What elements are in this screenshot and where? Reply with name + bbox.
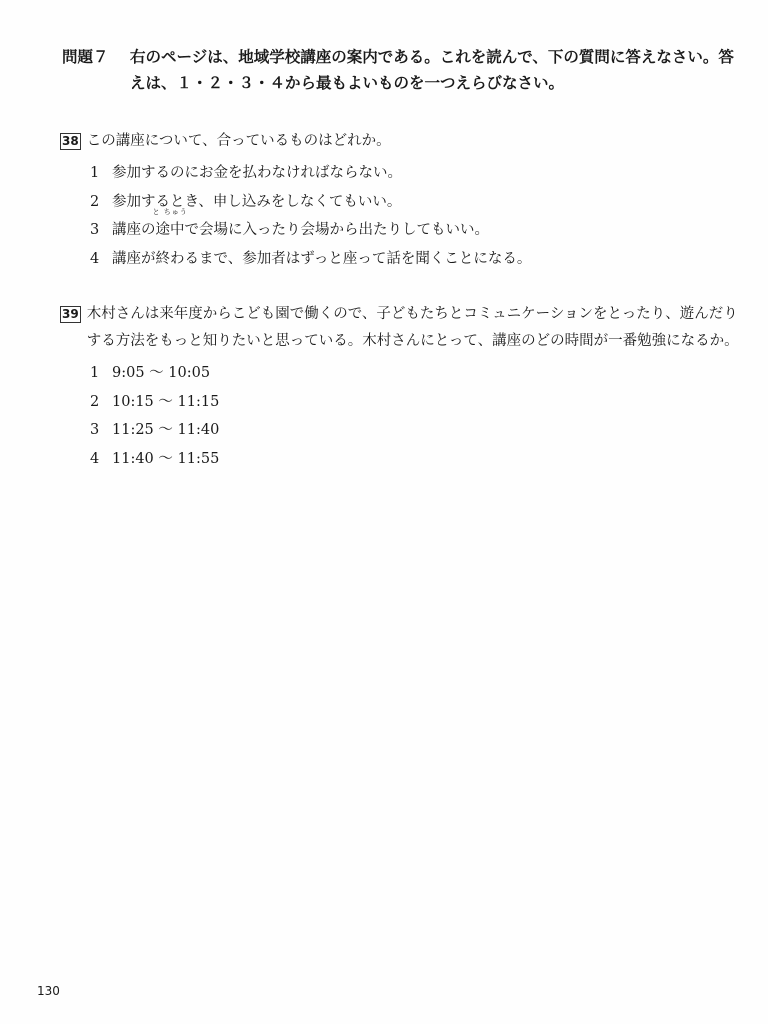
- page-number: 130: [37, 984, 60, 998]
- question-stem: [60, 301, 740, 355]
- answer-option-3[interactable]: [60, 208, 740, 245]
- question-stem: [60, 128, 740, 155]
- answer-options: [60, 159, 740, 273]
- question-39: [60, 301, 740, 473]
- option-number: 2: [90, 393, 100, 410]
- question-38: [60, 128, 740, 273]
- option-text: 9:05 ～ 10:05: [112, 365, 211, 381]
- option-text: 11:40 ～ 11:55: [112, 450, 220, 467]
- problem-header: [62, 44, 742, 96]
- answer-options: [60, 359, 740, 473]
- answer-option-4[interactable]: [60, 245, 740, 274]
- question-number-box: 39: [62, 307, 79, 321]
- problem-label: 問題７: [62, 48, 109, 66]
- answer-option-1[interactable]: [60, 359, 740, 388]
- question-number-box: 38: [62, 134, 79, 148]
- option-number: 1: [90, 365, 100, 381]
- option-text: 10:15 ～ 11:15: [112, 393, 220, 410]
- option-number: 4: [90, 250, 100, 267]
- answer-option-2[interactable]: [60, 388, 740, 417]
- option-number: 2: [90, 193, 100, 210]
- ruby-base: 途中: [155, 222, 185, 238]
- option-text: 参加するのにお金を払わなければならない。: [112, 165, 402, 181]
- option-text: [112, 208, 740, 245]
- question-text: 木村さんは来年度からこども園で働くので、子どもたちとコミュニケーションをとったり、遊んだりする方法をもっと知りたいと思っている。木村さんにとって、講座のどの時間が一番勉強になるか。: [86, 306, 739, 349]
- answer-option-1[interactable]: [60, 159, 740, 188]
- option-text: 講座が終わるまで、参加者はずっと座って話を聞くことになる。: [112, 250, 532, 267]
- option-text-before: 講座の: [112, 222, 156, 238]
- furigana: と ちゅう: [152, 208, 188, 216]
- answer-option-3[interactable]: [60, 416, 740, 445]
- problem-instruction: 右のページは、地域学校講座の案内である。これを読んで、下の質問に答えなさい。答えは、１・２・３・４から最もよいものを一つえらびなさい。: [130, 48, 734, 92]
- answer-option-4[interactable]: [60, 445, 740, 474]
- option-text: 11:25 ～ 11:40: [112, 422, 220, 438]
- option-text-after: で会場に入ったり会場から出たりしてもいい。: [184, 222, 489, 238]
- option-number: 1: [90, 165, 100, 181]
- option-number: 3: [90, 422, 100, 438]
- ruby-word: [152, 208, 188, 245]
- option-text: 参加するとき、申し込みをしなくてもいい。: [112, 193, 402, 210]
- option-number: 3: [90, 222, 100, 238]
- question-text: この講座について、合っているものはどれか。: [86, 133, 391, 149]
- option-number: 4: [90, 450, 100, 467]
